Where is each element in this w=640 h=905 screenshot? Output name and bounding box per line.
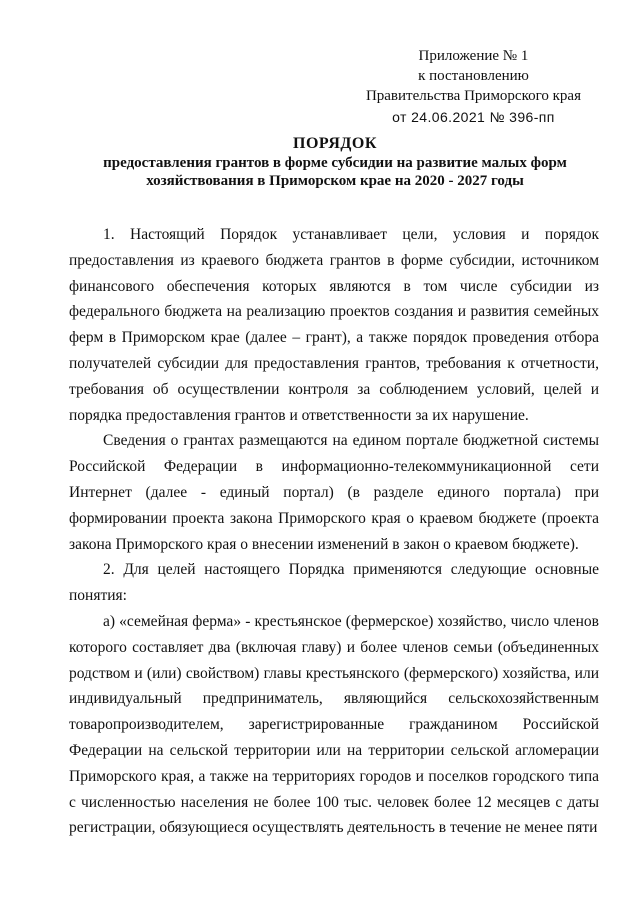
document-subtitle-line-2: хозяйствования в Приморском крае на 2020 - 2027 годы bbox=[146, 173, 524, 189]
document-title-block bbox=[70, 134, 600, 190]
appendix-header bbox=[366, 46, 581, 128]
document-title: ПОРЯДОК bbox=[293, 135, 377, 152]
paragraph-definitions-intro: 2. Для целей настоящего Порядка применяются следующие основные понятия: bbox=[69, 561, 599, 605]
appendix-line-1: Приложение № 1 bbox=[418, 48, 529, 64]
paragraph-family-farm-definition: а) «семейная ферма» - крестьянское (фермерское) хозяйство, число членов которого составляет два (включая главу) и более членов семьи (объединенных родством и (или) свойством) главы крестьянского (фермерского) хозяйства, или индивидуальный предприниматель, являющийся сельскохозяйственным товаропроизводителем, зарегистрированные гражданином Российской Федерации на сельской территории или на территории сельской агломерации Приморского края, а также на территориях городов и поселков городского типа с численностью населения не более 100 тыс. человек более 12 месяцев с даты регистрации, обязующиеся осуществлять деятельность в течение не менее пяти bbox=[69, 612, 599, 837]
document-body bbox=[69, 222, 599, 841]
paragraph-grant-info: Сведения о грантах размещаются на едином портале бюджетной системы Российской Федерации в информационно-телекоммуникационной сети Интернет (далее - единый портал) (в разделе единого портала) при формировании проекта закона Приморского края о краевом бюджете (проекта закона Приморского края о внесении изменений в закон о краевом бюджете). bbox=[69, 432, 599, 553]
appendix-line-2: к постановлению bbox=[418, 68, 529, 84]
appendix-line-3: Правительства Приморского края bbox=[365, 88, 581, 104]
resolution-date-number: от 24.06.2021 № 396-пп bbox=[392, 109, 555, 125]
paragraph-purpose: 1. Настоящий Порядок устанавливает цели, условия и порядок предоставления из краевого бюджета грантов в форме субсидии, источником финансового обеспечения которых являются в том числе субсидии из федерального бюджета на реализацию проектов создания и развития семейных ферм в Приморском крае (далее – грант), а также порядок проведения отбора получателей субсидии для предоставления грантов, требования к отчетности, требования об осуществлении контроля за соблюдением условий, целей и порядка предоставления грантов и ответственности за их нарушение. bbox=[69, 226, 599, 424]
document-subtitle-line-1: предоставления грантов в форме субсидии на развитие малых форм bbox=[103, 155, 567, 171]
